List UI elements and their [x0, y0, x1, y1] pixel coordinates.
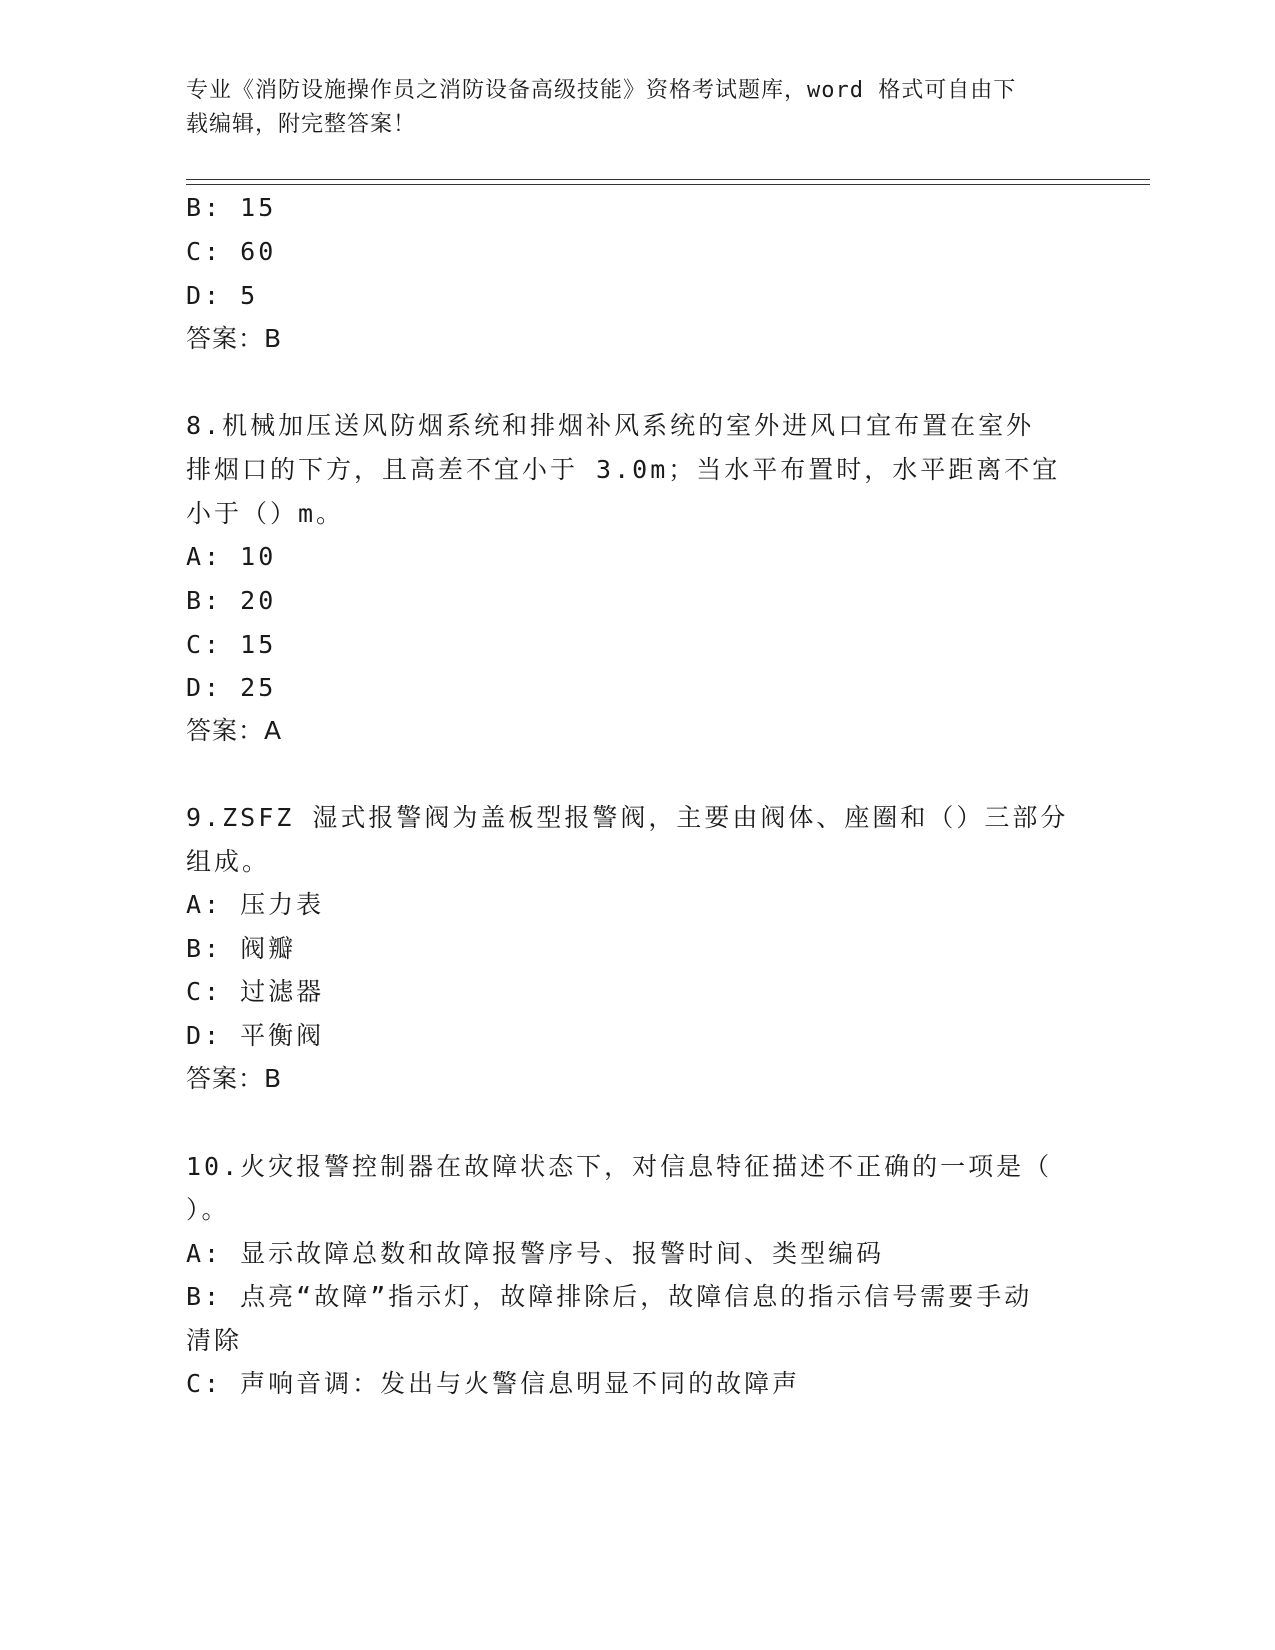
header-line-2: 载编辑，附完整答案！ — [186, 112, 417, 137]
q9-option-c: C: 过滤器 — [186, 977, 325, 1006]
q7-option-c: C: 60 — [186, 237, 277, 266]
q9-option-a: A: 压力表 — [186, 890, 325, 919]
q9-option-b: B: 阀瓣 — [186, 934, 297, 963]
q10-option-b-line-1: B: 点亮“故障”指示灯，故障排除后，故障信息的指示信号需要手动 — [186, 1282, 1033, 1311]
q8-option-b: B: 20 — [186, 586, 277, 615]
q8-stem-line-1: 8.机械加压送风防烟系统和排烟补风系统的室外进风口宜布置在室外 — [186, 411, 1035, 440]
q10-option-c: C: 声响音调：发出与火警信息明显不同的故障声 — [186, 1369, 801, 1398]
q9-option-d: D: 平衡阀 — [186, 1021, 325, 1050]
q10-stem-line-1: 10.火灾报警控制器在故障状态下，对信息特征描述不正确的一项是（ — [186, 1152, 1053, 1181]
q8-stem-line-2: 排烟口的下方，且高差不宜小于 3.0m；当水平布置时，水平距离不宜 — [186, 455, 1061, 484]
header-divider-top — [186, 179, 1150, 180]
q10-stem-line-2: ）。 — [186, 1195, 230, 1224]
header-line-1: 专业《消防设施操作员之消防设备高级技能》资格考试题库，word 格式可自由下 — [186, 78, 1017, 103]
q9-stem-line-2: 组成。 — [186, 847, 271, 876]
q8-option-a: A: 10 — [186, 542, 277, 571]
q8-stem-line-3: 小于（）m。 — [186, 499, 345, 528]
q8-answer: 答案：A — [186, 716, 283, 745]
q9-answer: 答案：B — [186, 1064, 283, 1093]
q10-option-a: A: 显示故障总数和故障报警序号、报警时间、类型编码 — [186, 1239, 885, 1268]
page-header — [186, 74, 1066, 142]
q7-option-d: D: 5 — [186, 281, 259, 310]
q10-option-b-line-2: 清除 — [186, 1326, 243, 1355]
q8-option-d: D: 25 — [186, 673, 277, 702]
q9-stem-line-1: 9.ZSFZ 湿式报警阀为盖板型报警阀，主要由阀体、座圈和（）三部分 — [186, 803, 1069, 832]
header-divider-bottom — [186, 184, 1150, 185]
q7-option-b: B: 15 — [186, 193, 277, 222]
q7-answer: 答案：B — [186, 324, 283, 353]
q8-option-c: C: 15 — [186, 630, 277, 659]
